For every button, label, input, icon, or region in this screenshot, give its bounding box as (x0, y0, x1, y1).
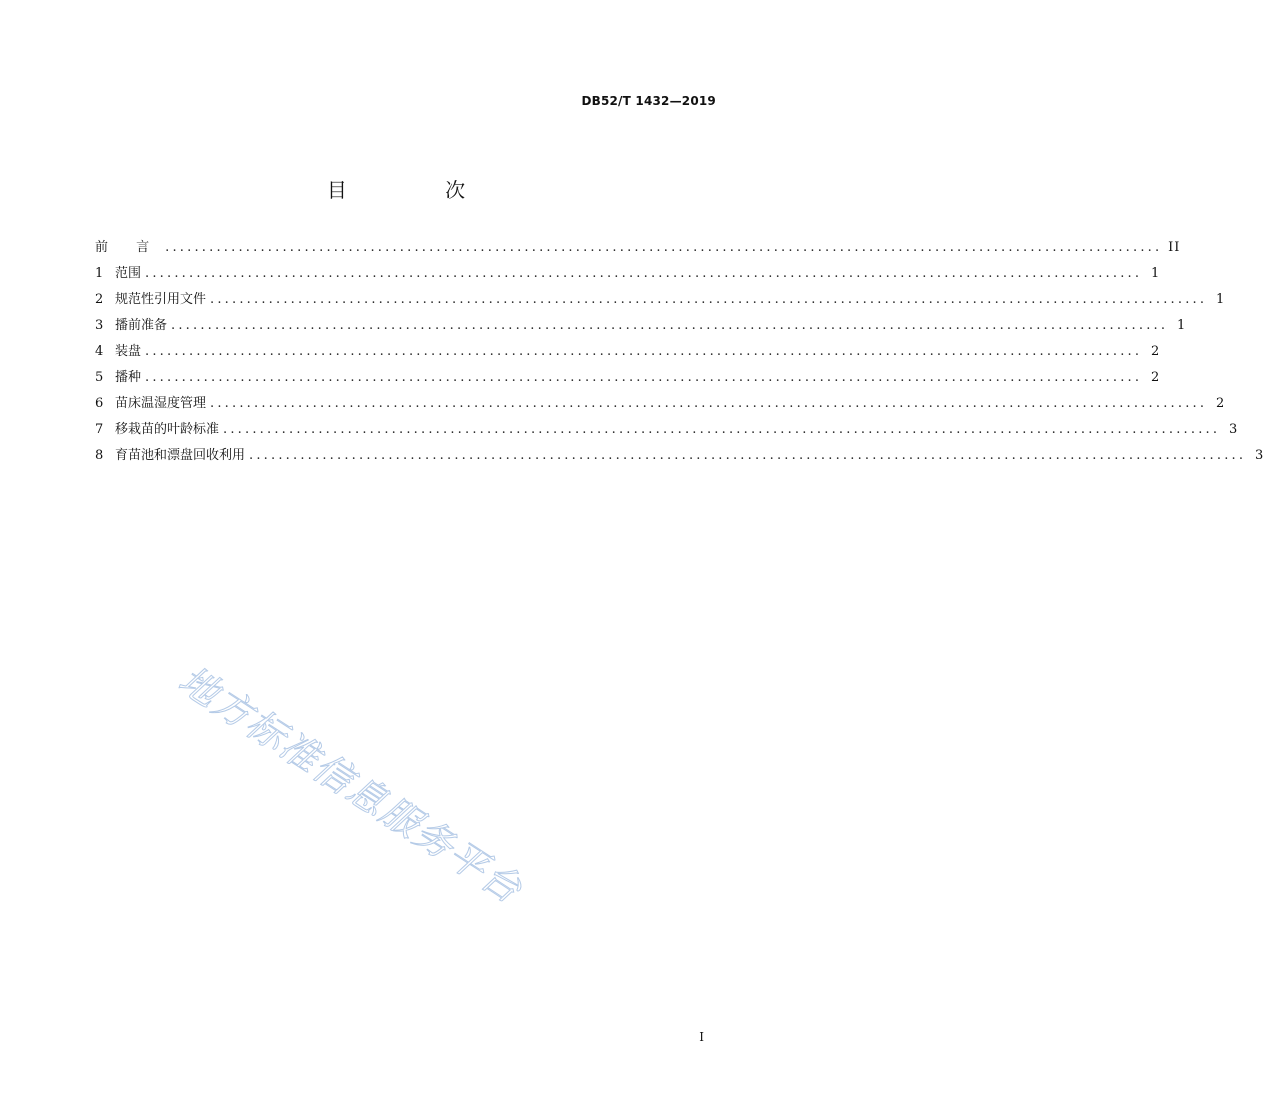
toc-entry-5[interactable] (95, 366, 1161, 392)
toc-entry-page: 1 (1150, 266, 1161, 281)
toc-entry-label: 育苗池和漂盘回收利用 (115, 448, 246, 463)
toc-entry-number: 3 (95, 318, 104, 333)
document-code: DB52/T 1432—2019 (581, 94, 716, 108)
toc-entry-number: 1 (95, 266, 104, 281)
page-number: I (699, 1030, 704, 1044)
toc-entry-3[interactable] (95, 314, 1187, 340)
toc-entry-number: 8 (95, 448, 104, 463)
toc-dot-leader: ........................................................................................................................................ (210, 292, 1208, 307)
watermark: 地方标准信息服务平台 (171, 657, 531, 913)
toc-entry-page: 2 (1150, 344, 1161, 359)
toc-title: 目 次 (326, 178, 512, 202)
toc-entry-1[interactable] (95, 262, 1161, 288)
toc-dot-leader: ........................................................................................................................................ (249, 448, 1247, 463)
toc-entry-label: 移栽苗的叶龄标准 (115, 422, 220, 437)
toc-dot-leader: ........................................................................................................................................ (145, 344, 1143, 359)
toc-entry-label: 前 言 (95, 240, 162, 255)
toc-entry-7[interactable] (95, 418, 1239, 444)
toc-entry-number: 2 (95, 292, 104, 307)
toc-dot-leader: ........................................................................................................................................ (165, 240, 1163, 255)
toc-entry-2[interactable] (95, 288, 1226, 314)
toc-entry-number: 7 (95, 422, 104, 437)
toc-entry-label: 范围 (115, 266, 142, 281)
toc-entry-6[interactable] (95, 392, 1226, 418)
toc-entry-4[interactable] (95, 340, 1161, 366)
toc-entry-number: 4 (95, 344, 104, 359)
toc-entry-label: 播种 (115, 370, 142, 385)
toc-entry-label: 装盘 (115, 344, 142, 359)
toc-dot-leader: ........................................................................................................................................ (171, 318, 1169, 333)
table-of-contents (95, 236, 1264, 470)
toc-entry-label: 苗床温湿度管理 (115, 396, 207, 411)
toc-dot-leader: ........................................................................................................................................ (210, 396, 1208, 411)
toc-entry-page: 3 (1228, 422, 1239, 437)
toc-entry-number: 6 (95, 396, 104, 411)
toc-entry-page: 2 (1150, 370, 1161, 385)
toc-entry-page: 3 (1254, 448, 1264, 463)
toc-entry-foreword[interactable] (95, 236, 1181, 262)
toc-entry-page: II (1168, 240, 1181, 255)
toc-entry-number: 5 (95, 370, 104, 385)
toc-entry-label: 规范性引用文件 (115, 292, 207, 307)
toc-entry-page: 1 (1215, 292, 1226, 307)
toc-dot-leader: ........................................................................................................................................ (223, 422, 1221, 437)
toc-entry-8[interactable] (95, 444, 1264, 470)
toc-entry-page: 1 (1176, 318, 1187, 333)
toc-dot-leader: ........................................................................................................................................ (145, 266, 1143, 281)
toc-dot-leader: ........................................................................................................................................ (145, 370, 1143, 385)
toc-entry-page: 2 (1215, 396, 1226, 411)
toc-entry-label: 播前准备 (115, 318, 168, 333)
